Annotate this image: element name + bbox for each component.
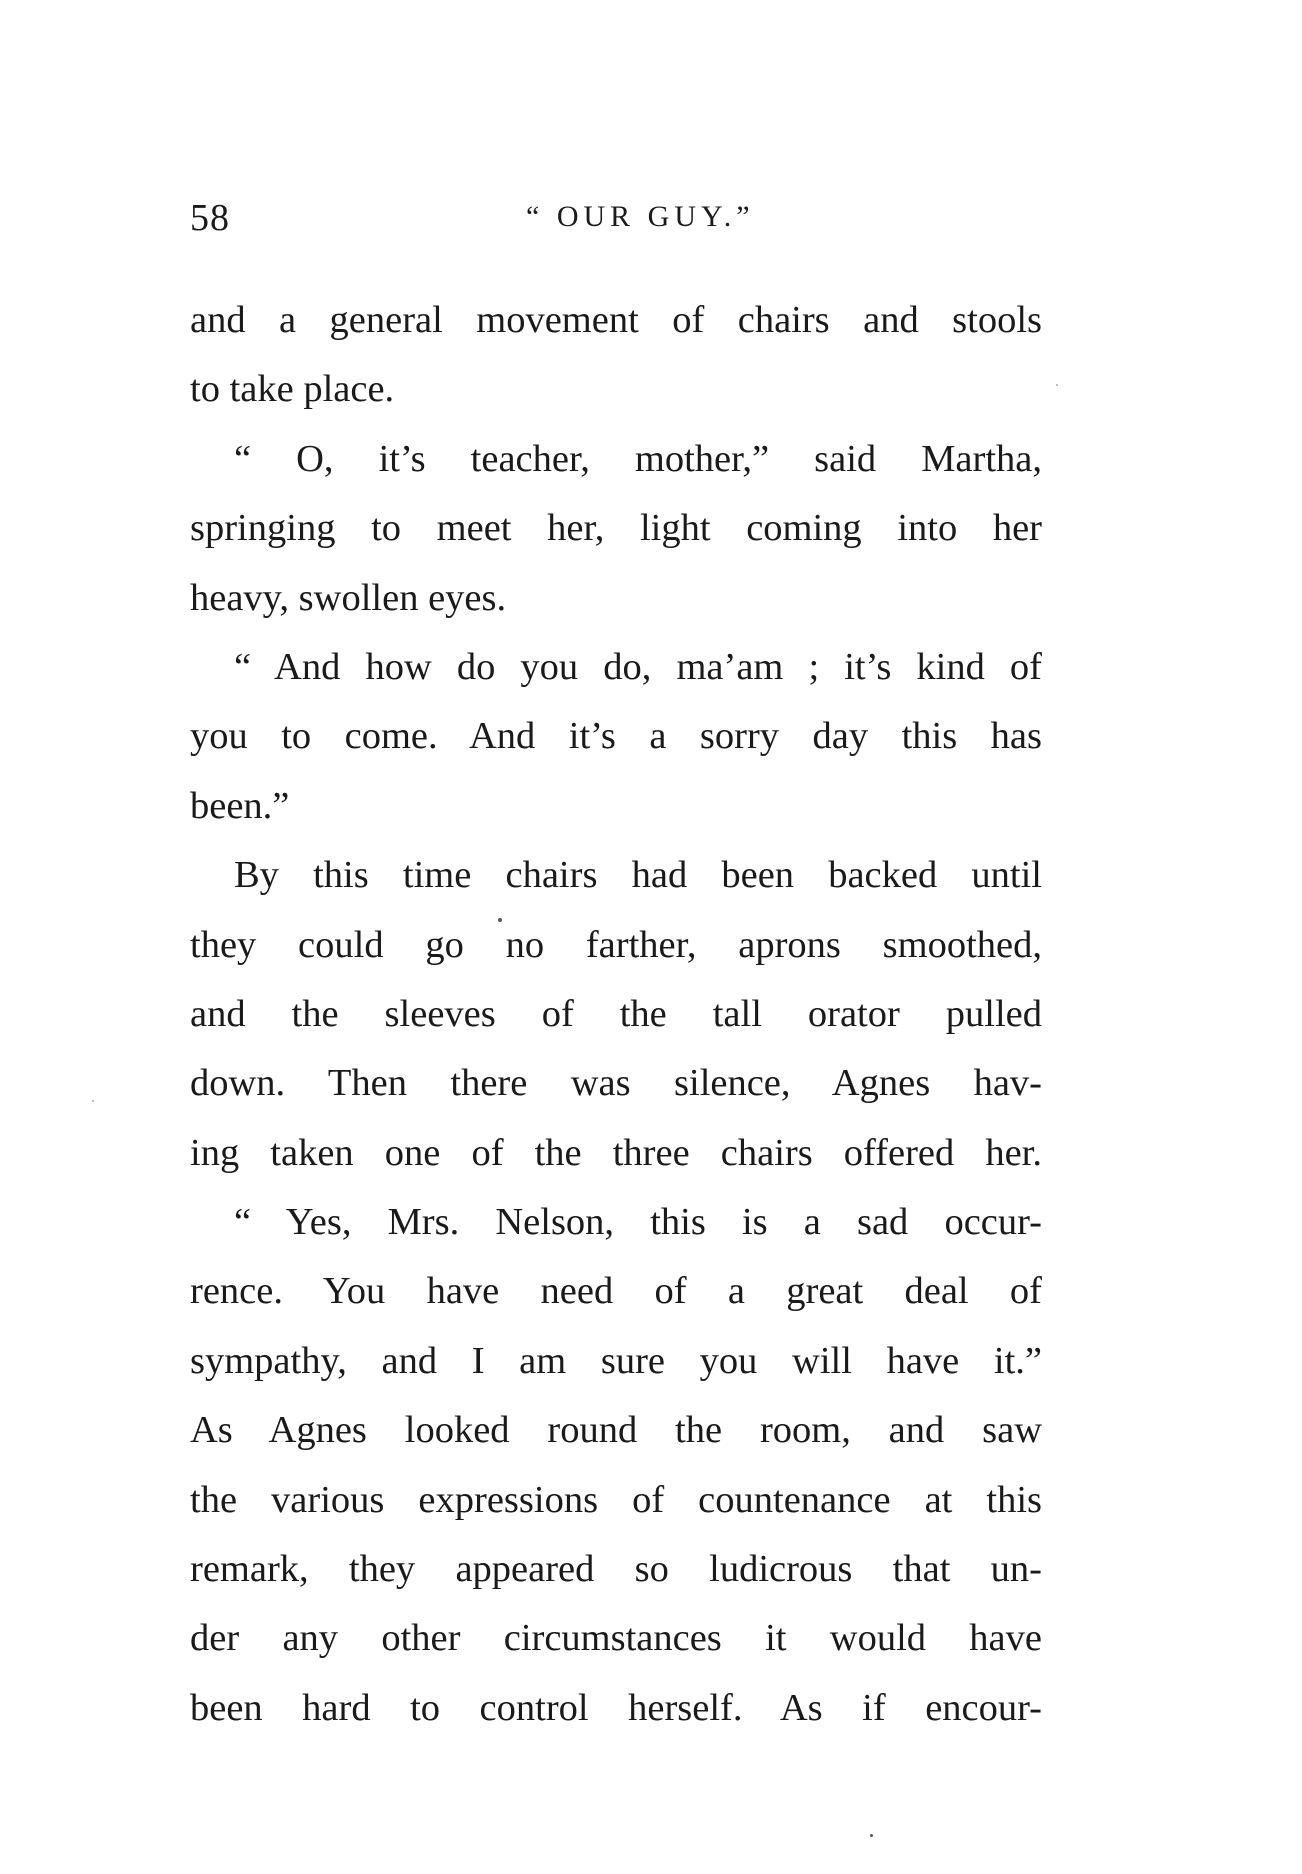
text-line: ing taken one of the three chairs offered her. [190, 1131, 1042, 1174]
text-line: sympathy, and I am sure you will have it.” [190, 1339, 1042, 1382]
ink-speck [1056, 384, 1058, 386]
text-line: down. Then there was silence, Agnes hav- [190, 1062, 1042, 1105]
text-line: rence. You have need of a great deal of [190, 1270, 1042, 1313]
text-line: you to come. And it’s a sorry day this has [190, 715, 1042, 758]
text-line: As Agnes looked round the room, and saw [190, 1409, 1042, 1452]
ink-speck [92, 1100, 94, 1102]
text-line: and the sleeves of the tall orator pulled [190, 992, 1042, 1035]
text-line: been hard to control herself. As if encour- [190, 1686, 1042, 1729]
page-header [190, 196, 1040, 246]
text-line: they could go no farther, aprons smoothed, [190, 923, 1042, 966]
ink-speck [870, 1834, 873, 1837]
text-line: springing to meet her, light coming into her [190, 507, 1042, 550]
text-line: “ Yes, Mrs. Nelson, this is a sad occur- [234, 1201, 1042, 1244]
running-title: “ OUR GUY.” [526, 200, 755, 233]
text-line: to take place. [190, 368, 395, 411]
text-line: “ And how do you do, ma’am ; it’s kind of [234, 645, 1042, 688]
text-line: and a general movement of chairs and stools [190, 299, 1042, 341]
text-line: “ O, it’s teacher, mother,” said Martha, [234, 437, 1042, 480]
text-line: remark, they appeared so ludicrous that un- [190, 1548, 1042, 1591]
page-number: 58 [190, 197, 230, 239]
text-line: heavy, swollen eyes. [190, 576, 507, 619]
body-text [190, 286, 1042, 1743]
text-line: By this time chairs had been backed until [234, 854, 1042, 897]
text-line: the various expressions of countenance at this [190, 1478, 1042, 1521]
ink-speck [498, 918, 502, 922]
text-line: der any other circumstances it would have [190, 1617, 1042, 1660]
text-line: been.” [190, 784, 290, 827]
